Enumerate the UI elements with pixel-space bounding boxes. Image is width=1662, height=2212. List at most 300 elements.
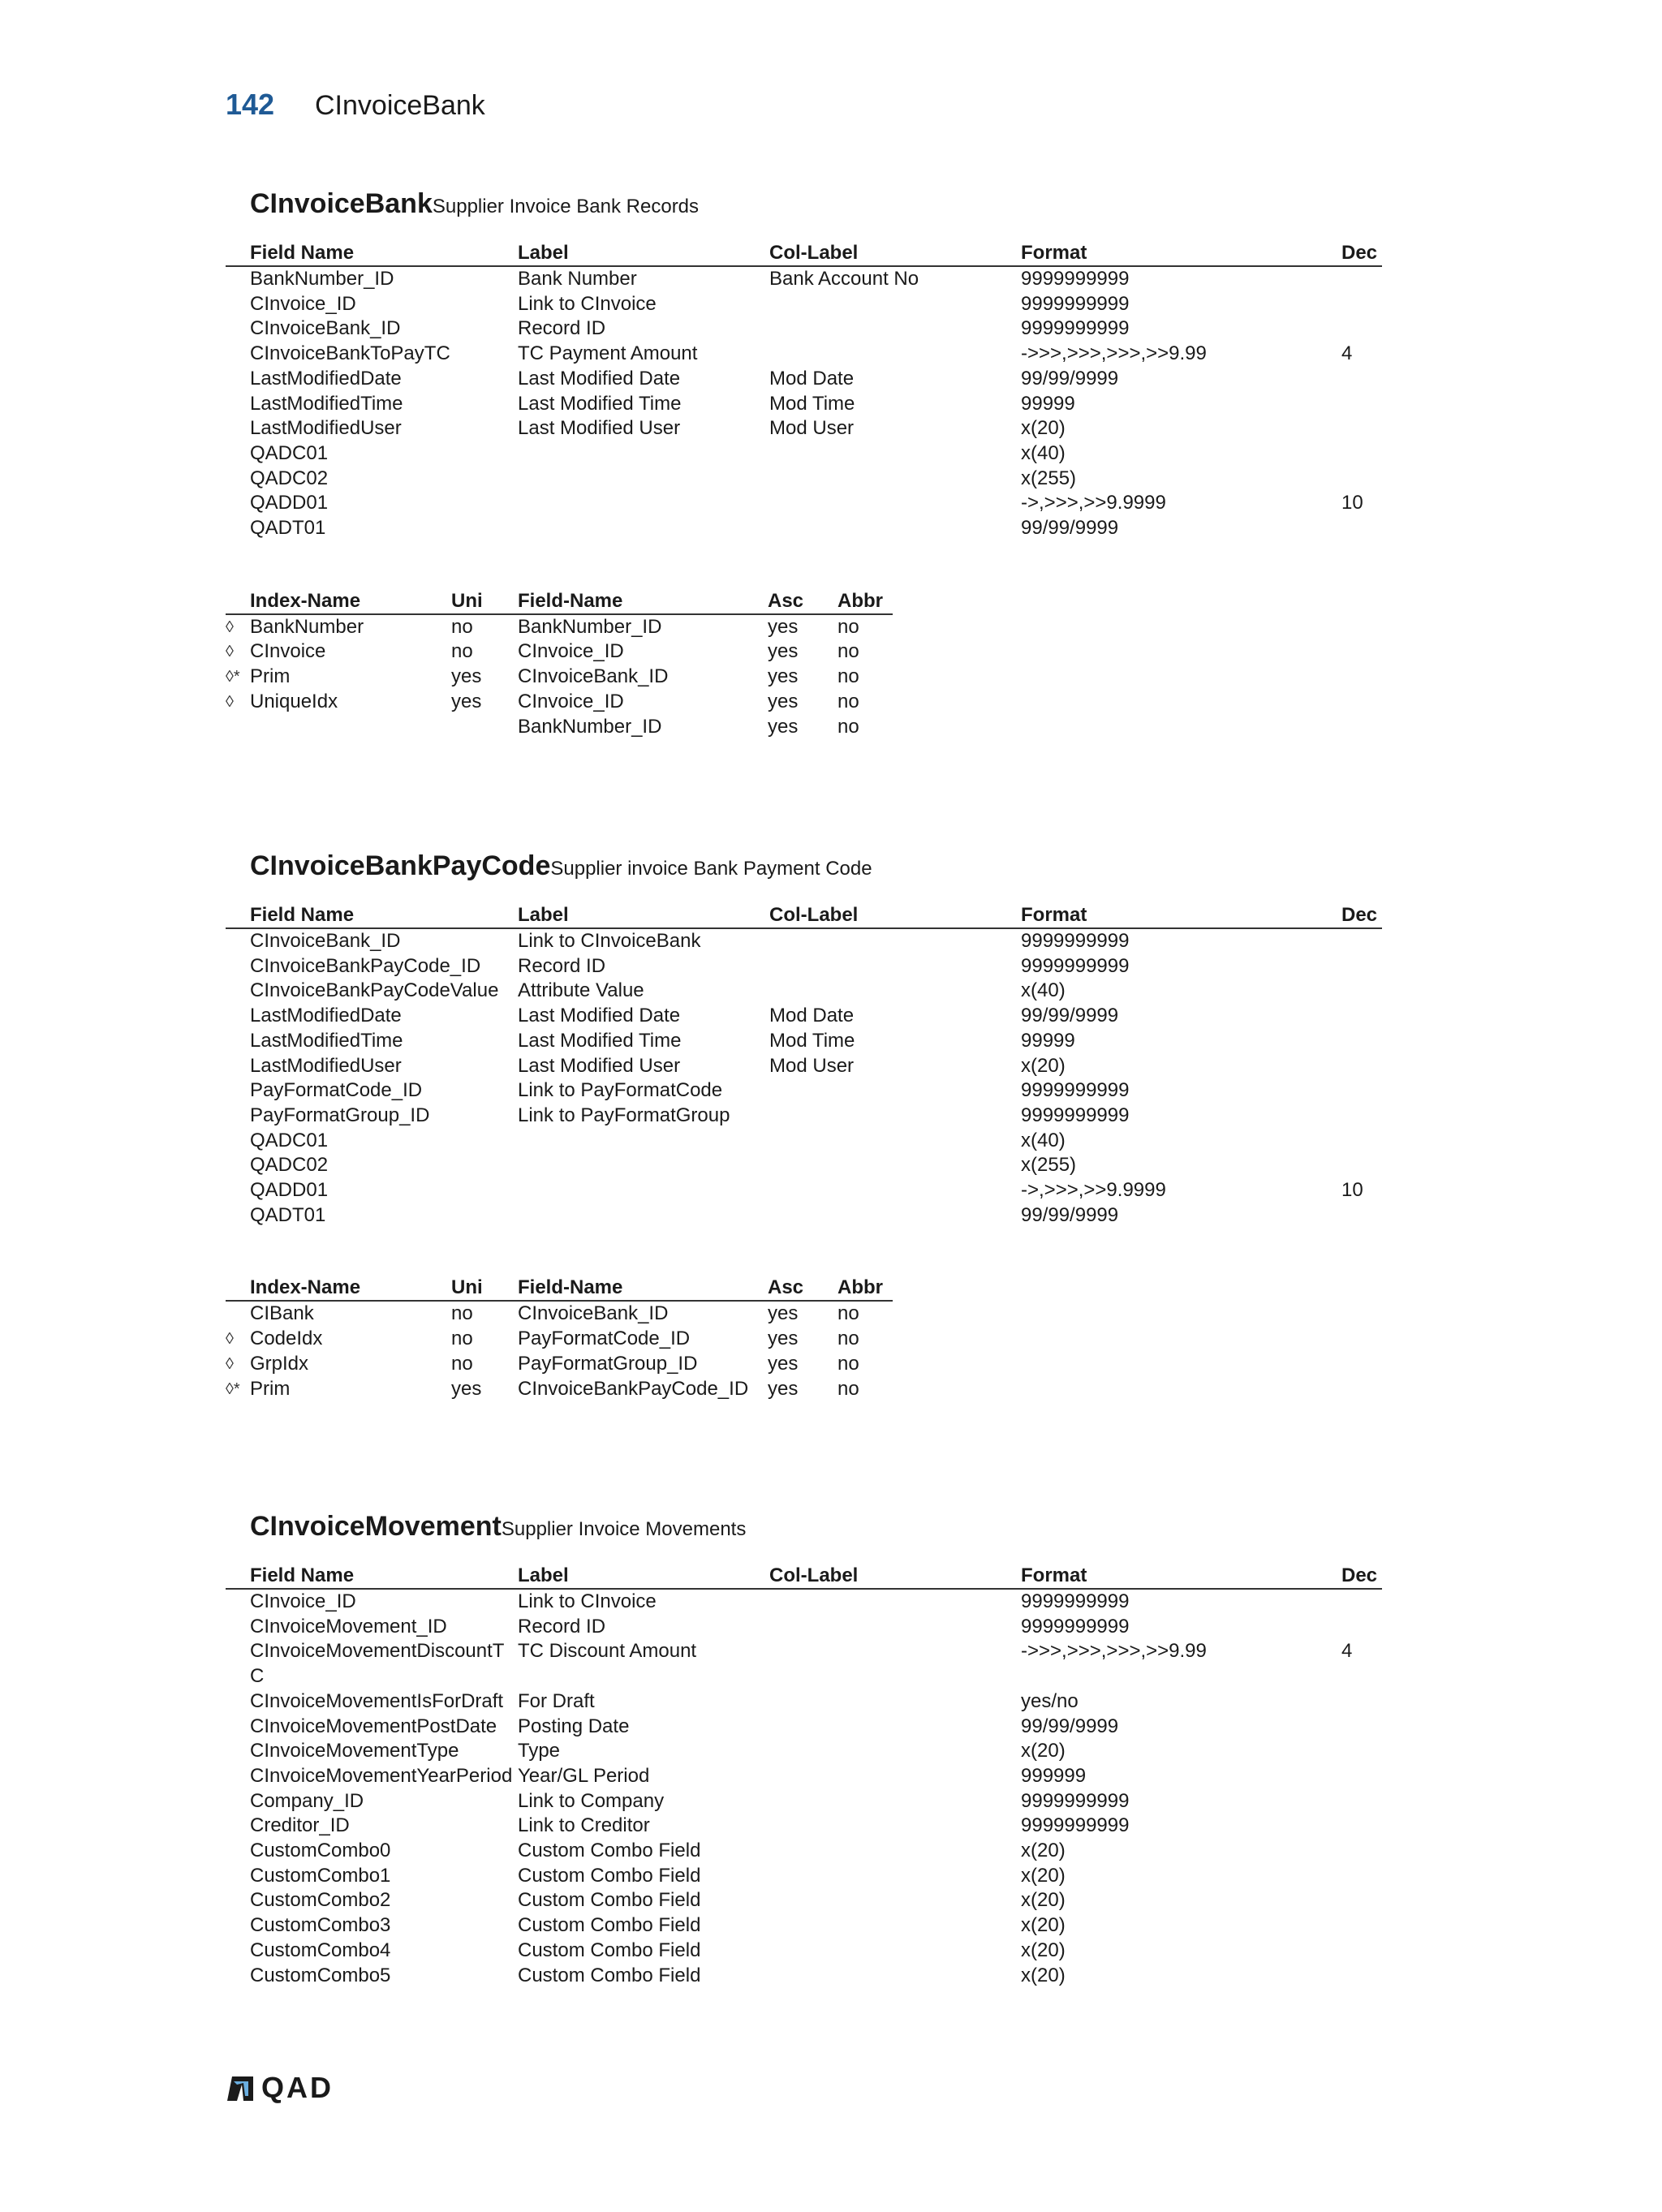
col-field-name: Field Name — [250, 242, 355, 264]
format-cell: 9999999999 — [1021, 1590, 1130, 1612]
field-name-cell: CInvoiceMovement_ID — [250, 1615, 447, 1637]
asc-cell: yes — [768, 1352, 799, 1375]
label-cell: Custom Combo Field — [518, 1840, 701, 1862]
format-cell: x(20) — [1021, 1740, 1066, 1762]
field-name-cell: QADC01 — [250, 1129, 329, 1151]
format-cell: x(20) — [1021, 1939, 1066, 1961]
dec-cell — [1341, 1739, 1390, 1764]
table-row — [226, 1054, 1382, 1079]
table-row — [226, 1964, 1382, 1989]
col-label-cell — [769, 1839, 1021, 1864]
table-title — [250, 1511, 1382, 1551]
abbr-cell: no — [837, 665, 859, 688]
label-cell — [518, 516, 769, 541]
table-row — [226, 267, 1382, 292]
format-cell: 9999999999 — [1021, 1615, 1130, 1637]
dec-cell — [1341, 267, 1390, 292]
table-row — [226, 1913, 1382, 1939]
field-name-cell: Creditor_ID — [250, 1814, 350, 1837]
format-cell: 9999999999 — [1021, 1814, 1130, 1837]
format-cell: x(20) — [1021, 417, 1066, 440]
label-cell: Custom Combo Field — [518, 1964, 701, 1986]
col-label-cell — [769, 1939, 1021, 1964]
col-format: Format — [1021, 242, 1087, 264]
field-name-cell: QADD01 — [250, 1179, 329, 1202]
index-marker-icon: ◊ — [226, 618, 234, 636]
table-row — [226, 1888, 1382, 1913]
table-row — [226, 316, 1382, 342]
table-row — [226, 954, 1382, 979]
index-row — [226, 615, 893, 640]
label-cell: Last Modified Date — [518, 367, 681, 389]
field-name-cell: CInvoiceBank_ID — [518, 1302, 669, 1325]
index-row — [226, 665, 893, 690]
col-format: Format — [1021, 1564, 1087, 1586]
page-header — [226, 88, 485, 130]
index-marker-icon: ◊ — [226, 692, 234, 711]
table-row — [226, 1029, 1382, 1054]
format-cell: x(40) — [1021, 979, 1066, 1002]
col-field-name: Field-Name — [518, 589, 623, 612]
dec-cell — [1341, 441, 1390, 467]
field-table-body — [226, 1590, 1382, 1988]
label-cell — [518, 441, 769, 467]
dec-cell — [1341, 1913, 1390, 1939]
index-table — [226, 588, 893, 740]
field-table — [226, 902, 1382, 1228]
col-label-cell — [769, 1590, 1021, 1615]
table-row — [226, 467, 1382, 492]
uni-cell: yes — [451, 1377, 482, 1400]
col-label-cell — [769, 342, 1021, 367]
field-name-cell: CInvoiceMovementPostDate — [250, 1715, 497, 1737]
label-cell: Posting Date — [518, 1715, 630, 1737]
field-name-cell: QADT01 — [250, 517, 326, 540]
dec-cell: 10 — [1341, 492, 1363, 514]
field-name-cell: CInvoiceBank_ID — [518, 665, 669, 688]
field-name-cell: LastModifiedUser — [250, 417, 402, 440]
col-label-cell: Mod Date — [769, 367, 855, 389]
format-cell: 9999999999 — [1021, 930, 1130, 952]
table-row — [226, 1615, 1382, 1640]
index-name-cell: CIBank — [250, 1302, 314, 1325]
table-row — [226, 1839, 1382, 1864]
col-label-cell: Mod Date — [769, 1005, 855, 1027]
format-cell: 99/99/9999 — [1021, 517, 1119, 540]
col-label-cell — [769, 1739, 1021, 1764]
col-label-cell — [769, 1639, 1021, 1689]
table-description: Supplier Invoice Bank Records — [432, 196, 700, 217]
col-label-cell — [769, 1814, 1021, 1839]
field-name-cell: CustomCombo0 — [250, 1840, 391, 1862]
col-uni: Uni — [451, 1276, 483, 1299]
label-cell: Link to PayFormatGroup — [518, 1104, 730, 1126]
label-cell: Last Modified Date — [518, 1005, 681, 1027]
table-row — [226, 392, 1382, 417]
dec-cell — [1341, 954, 1390, 979]
table-row — [226, 1203, 1382, 1229]
col-label-cell — [769, 1203, 1021, 1229]
col-label-cell — [769, 979, 1021, 1004]
table-row — [226, 416, 1382, 441]
field-name-cell: QADC01 — [250, 441, 329, 464]
label-cell: Link to CInvoice — [518, 292, 657, 315]
table-row — [226, 1764, 1382, 1789]
col-label-cell — [769, 292, 1021, 317]
field-name-cell: CustomCombo3 — [250, 1914, 391, 1937]
field-name-cell: BankNumber_ID — [518, 715, 662, 738]
table-row — [226, 516, 1382, 541]
abbr-cell: no — [837, 615, 859, 638]
field-table-header — [226, 902, 1382, 929]
format-cell: 9999999999 — [1021, 1079, 1130, 1102]
field-name-cell: Company_ID — [250, 1789, 364, 1812]
format-cell: 9999999999 — [1021, 317, 1130, 340]
index-table-body — [226, 615, 893, 740]
col-label-cell — [769, 1789, 1021, 1814]
field-name-cell: CInvoiceBankToPayTC — [250, 342, 450, 365]
field-table — [226, 240, 1382, 541]
uni-cell: no — [451, 615, 473, 638]
label-cell: For Draft — [518, 1689, 595, 1712]
uni-cell — [451, 715, 518, 740]
col-dec: Dec — [1341, 1564, 1378, 1586]
table-row — [226, 367, 1382, 392]
dec-cell — [1341, 1153, 1390, 1178]
table-section-cinvoicebankpaycode — [226, 850, 1382, 1401]
label-cell: Last Modified User — [518, 1054, 681, 1077]
table-row — [226, 1739, 1382, 1764]
dec-cell — [1341, 979, 1390, 1004]
field-name-cell: LastModifiedDate — [250, 1005, 402, 1027]
col-label-cell — [769, 441, 1021, 467]
format-cell: 99/99/9999 — [1021, 1203, 1119, 1226]
dec-cell — [1341, 1864, 1390, 1889]
label-cell: Record ID — [518, 954, 606, 977]
format-cell: x(40) — [1021, 1129, 1066, 1151]
label-cell: Year/GL Period — [518, 1764, 650, 1787]
uni-cell: no — [451, 1302, 473, 1325]
col-abbr: Abbr — [837, 589, 883, 612]
abbr-cell: no — [837, 1377, 859, 1400]
index-name-cell: BankNumber — [250, 615, 364, 638]
label-cell — [518, 1203, 769, 1229]
col-label-cell — [769, 1864, 1021, 1889]
format-cell: 9999999999 — [1021, 954, 1130, 977]
format-cell: x(20) — [1021, 1964, 1066, 1986]
label-cell: Link to Creditor — [518, 1814, 650, 1837]
label-cell — [518, 1129, 769, 1154]
field-name-cell: CInvoice_ID — [250, 292, 356, 315]
table-row — [226, 1639, 1382, 1689]
qad-logo-icon — [226, 2073, 255, 2102]
qad-logo-text: QAD — [261, 2071, 334, 2104]
asc-cell: yes — [768, 1302, 799, 1325]
col-label: Label — [518, 242, 569, 264]
format-cell: 99999 — [1021, 392, 1075, 415]
field-name-cell: CInvoiceBankPayCode_ID — [250, 954, 481, 977]
index-marker-icon: ◊ — [226, 643, 234, 661]
index-row — [226, 1352, 893, 1377]
table-row — [226, 1689, 1382, 1715]
dec-cell — [1341, 467, 1390, 492]
dec-cell — [1341, 1104, 1390, 1129]
format-cell: ->>>,>>>,>>>,>>9.99 — [1021, 342, 1207, 365]
field-name-cell: CInvoiceBankPayCode_ID — [518, 1377, 749, 1400]
dec-cell — [1341, 1789, 1390, 1814]
format-cell: ->,>>>,>>9.9999 — [1021, 1179, 1166, 1202]
label-cell: Last Modified User — [518, 417, 681, 440]
col-asc: Asc — [768, 589, 804, 612]
label-cell: Link to CInvoice — [518, 1590, 657, 1612]
format-cell: 9999999999 — [1021, 1104, 1130, 1126]
asc-cell: yes — [768, 715, 799, 738]
field-name-cell: CInvoiceMovementType — [250, 1740, 459, 1762]
asc-cell: yes — [768, 665, 799, 688]
index-name-cell: CodeIdx — [250, 1328, 323, 1350]
label-cell: Last Modified Time — [518, 392, 682, 415]
field-name-cell: CInvoice_ID — [518, 640, 624, 663]
dec-cell — [1341, 1615, 1390, 1640]
uni-cell: no — [451, 1352, 473, 1375]
dec-cell — [1341, 1939, 1390, 1964]
col-col-label: Col-Label — [769, 904, 859, 926]
table-description: Supplier invoice Bank Payment Code — [550, 858, 872, 880]
label-cell: TC Discount Amount — [518, 1640, 697, 1663]
col-label-cell — [769, 467, 1021, 492]
label-cell: Type — [518, 1740, 561, 1762]
table-section-cinvoicebank — [226, 188, 1382, 739]
col-label-cell — [769, 316, 1021, 342]
label-cell: Record ID — [518, 317, 606, 340]
dec-cell: 4 — [1341, 342, 1353, 365]
index-marker-icon — [226, 1302, 250, 1327]
format-cell: ->,>>>,>>9.9999 — [1021, 492, 1166, 514]
index-marker-icon: ◊* — [226, 1379, 240, 1398]
format-cell: x(255) — [1021, 1154, 1077, 1177]
col-label-cell: Mod Time — [769, 392, 855, 415]
format-cell: 9999999999 — [1021, 292, 1130, 315]
label-cell: Attribute Value — [518, 979, 644, 1002]
page-title: CInvoiceBank — [315, 90, 485, 121]
col-label-cell — [769, 1764, 1021, 1789]
index-marker-icon: ◊ — [226, 1330, 234, 1349]
dec-cell — [1341, 1078, 1390, 1104]
field-name-cell: CInvoiceBankPayCodeValue — [250, 979, 499, 1002]
index-row — [226, 715, 893, 740]
table-row — [226, 929, 1382, 954]
format-cell: ->>>,>>>,>>>,>>9.99 — [1021, 1640, 1207, 1663]
abbr-cell: no — [837, 715, 859, 738]
uni-cell: no — [451, 640, 473, 663]
index-name-cell: Prim — [250, 665, 291, 688]
col-label: Label — [518, 904, 569, 926]
table-row — [226, 979, 1382, 1004]
qad-logo — [226, 2071, 334, 2105]
dec-cell — [1341, 929, 1390, 954]
label-cell: Bank Number — [518, 268, 637, 290]
table-row — [226, 1864, 1382, 1889]
col-dec: Dec — [1341, 904, 1378, 926]
index-table-body — [226, 1302, 893, 1401]
col-label-cell — [769, 1104, 1021, 1129]
field-name-cell: QADD01 — [250, 492, 329, 514]
table-title — [250, 850, 1382, 891]
format-cell: x(40) — [1021, 441, 1066, 464]
field-name-cell: PayFormatGroup_ID — [518, 1352, 698, 1375]
format-cell: 999999 — [1021, 1764, 1087, 1787]
field-name-cell: QADC02 — [250, 467, 329, 489]
label-cell — [518, 1153, 769, 1178]
col-format: Format — [1021, 904, 1087, 926]
col-label-cell — [769, 1913, 1021, 1939]
index-row — [226, 690, 893, 715]
index-table-header — [226, 588, 893, 615]
index-name-cell: UniqueIdx — [250, 690, 338, 712]
table-row — [226, 342, 1382, 367]
format-cell: x(20) — [1021, 1914, 1066, 1937]
field-name-cell: CInvoiceBank_ID — [250, 930, 401, 952]
index-name-cell: CInvoice — [250, 640, 326, 663]
table-row — [226, 491, 1382, 516]
abbr-cell: no — [837, 1302, 859, 1325]
uni-cell: no — [451, 1328, 473, 1350]
col-label-cell — [769, 516, 1021, 541]
label-cell: Record ID — [518, 1615, 606, 1637]
col-field-name: Field-Name — [518, 1276, 623, 1299]
field-name-cell: CInvoice_ID — [518, 690, 624, 712]
table-row — [226, 1715, 1382, 1740]
dec-cell — [1341, 1715, 1390, 1740]
field-table — [226, 1563, 1382, 1988]
format-cell: x(20) — [1021, 1840, 1066, 1862]
field-table-body — [226, 929, 1382, 1228]
index-row — [226, 639, 893, 665]
index-name-cell — [250, 715, 451, 740]
dec-cell — [1341, 316, 1390, 342]
format-cell: x(20) — [1021, 1054, 1066, 1077]
abbr-cell: no — [837, 690, 859, 712]
col-label-cell — [769, 1153, 1021, 1178]
asc-cell: yes — [768, 690, 799, 712]
field-name-cell: CInvoiceMovementYearPeriod — [250, 1764, 513, 1787]
label-cell: TC Payment Amount — [518, 342, 698, 365]
table-row — [226, 1178, 1382, 1203]
col-label-cell — [769, 929, 1021, 954]
field-name-cell: CustomCombo5 — [250, 1964, 391, 1986]
field-name-cell: CustomCombo1 — [250, 1864, 391, 1887]
abbr-cell: no — [837, 640, 859, 663]
dec-cell — [1341, 367, 1390, 392]
dec-cell — [1341, 1689, 1390, 1715]
format-cell: 9999999999 — [1021, 268, 1130, 290]
table-description: Supplier Invoice Movements — [501, 1518, 747, 1540]
index-name-cell: GrpIdx — [250, 1352, 309, 1375]
index-name-cell: Prim — [250, 1377, 291, 1400]
field-name-cell: CustomCombo2 — [250, 1889, 391, 1912]
col-label-cell — [769, 1964, 1021, 1989]
label-cell: Custom Combo Field — [518, 1939, 701, 1961]
col-col-label: Col-Label — [769, 1564, 859, 1586]
table-row — [226, 1078, 1382, 1104]
col-label-cell — [769, 1888, 1021, 1913]
dec-cell — [1341, 1888, 1390, 1913]
field-name-cell: CInvoice_ID — [250, 1590, 356, 1612]
field-table-header — [226, 1563, 1382, 1590]
field-name-cell: QADT01 — [250, 1203, 326, 1226]
dec-cell — [1341, 1203, 1390, 1229]
format-cell: x(255) — [1021, 467, 1077, 489]
table-name: CInvoiceMovement — [250, 1511, 502, 1542]
table-title — [250, 188, 1382, 229]
dec-cell — [1341, 516, 1390, 541]
field-name-cell: BankNumber_ID — [250, 268, 394, 290]
asc-cell: yes — [768, 640, 799, 663]
label-cell — [518, 491, 769, 516]
format-cell: x(20) — [1021, 1889, 1066, 1912]
index-row — [226, 1377, 893, 1402]
col-dec: Dec — [1341, 242, 1378, 264]
table-row — [226, 1004, 1382, 1029]
table-row — [226, 292, 1382, 317]
label-cell — [518, 467, 769, 492]
col-label-cell — [769, 1078, 1021, 1104]
col-index-name: Index-Name — [250, 589, 361, 612]
col-label-cell: Bank Account No — [769, 268, 919, 290]
col-label-cell: Mod User — [769, 1054, 855, 1077]
dec-cell — [1341, 1764, 1390, 1789]
format-cell: x(20) — [1021, 1864, 1066, 1887]
table-row — [226, 1153, 1382, 1178]
field-name-cell: BankNumber_ID — [518, 615, 662, 638]
index-table-header — [226, 1275, 893, 1302]
abbr-cell: no — [837, 1328, 859, 1350]
table-row — [226, 1939, 1382, 1964]
col-label-cell — [769, 1715, 1021, 1740]
table-name: CInvoiceBankPayCode — [250, 850, 551, 881]
col-label-cell — [769, 1689, 1021, 1715]
field-name-cell: CInvoiceMovementIsForDraft — [250, 1689, 504, 1712]
col-label-cell — [769, 1615, 1021, 1640]
col-label-cell — [769, 954, 1021, 979]
format-cell: 99/99/9999 — [1021, 1005, 1119, 1027]
table-row — [226, 1129, 1382, 1154]
label-cell: Link to PayFormatCode — [518, 1079, 723, 1102]
field-name-cell: LastModifiedTime — [250, 1029, 403, 1052]
field-name-cell: PayFormatCode_ID — [250, 1079, 423, 1102]
dec-cell — [1341, 1590, 1390, 1615]
index-marker-icon — [226, 715, 250, 740]
format-cell: 99/99/9999 — [1021, 367, 1119, 389]
label-cell — [518, 1178, 769, 1203]
uni-cell: yes — [451, 690, 482, 712]
field-name-cell: CInvoiceMovementDiscountTC — [250, 1640, 505, 1688]
index-marker-icon: ◊ — [226, 1354, 234, 1373]
index-marker-icon: ◊* — [226, 668, 240, 686]
col-abbr: Abbr — [837, 1276, 883, 1299]
label-cell: Link to Company — [518, 1789, 665, 1812]
format-cell: yes/no — [1021, 1689, 1079, 1712]
dec-cell: 10 — [1341, 1179, 1363, 1202]
label-cell: Custom Combo Field — [518, 1864, 701, 1887]
index-row — [226, 1302, 893, 1327]
asc-cell: yes — [768, 615, 799, 638]
table-row — [226, 1789, 1382, 1814]
table-name: CInvoiceBank — [250, 188, 433, 219]
field-name-cell: LastModifiedDate — [250, 367, 402, 389]
col-index-name: Index-Name — [250, 1276, 361, 1299]
index-table — [226, 1275, 893, 1401]
